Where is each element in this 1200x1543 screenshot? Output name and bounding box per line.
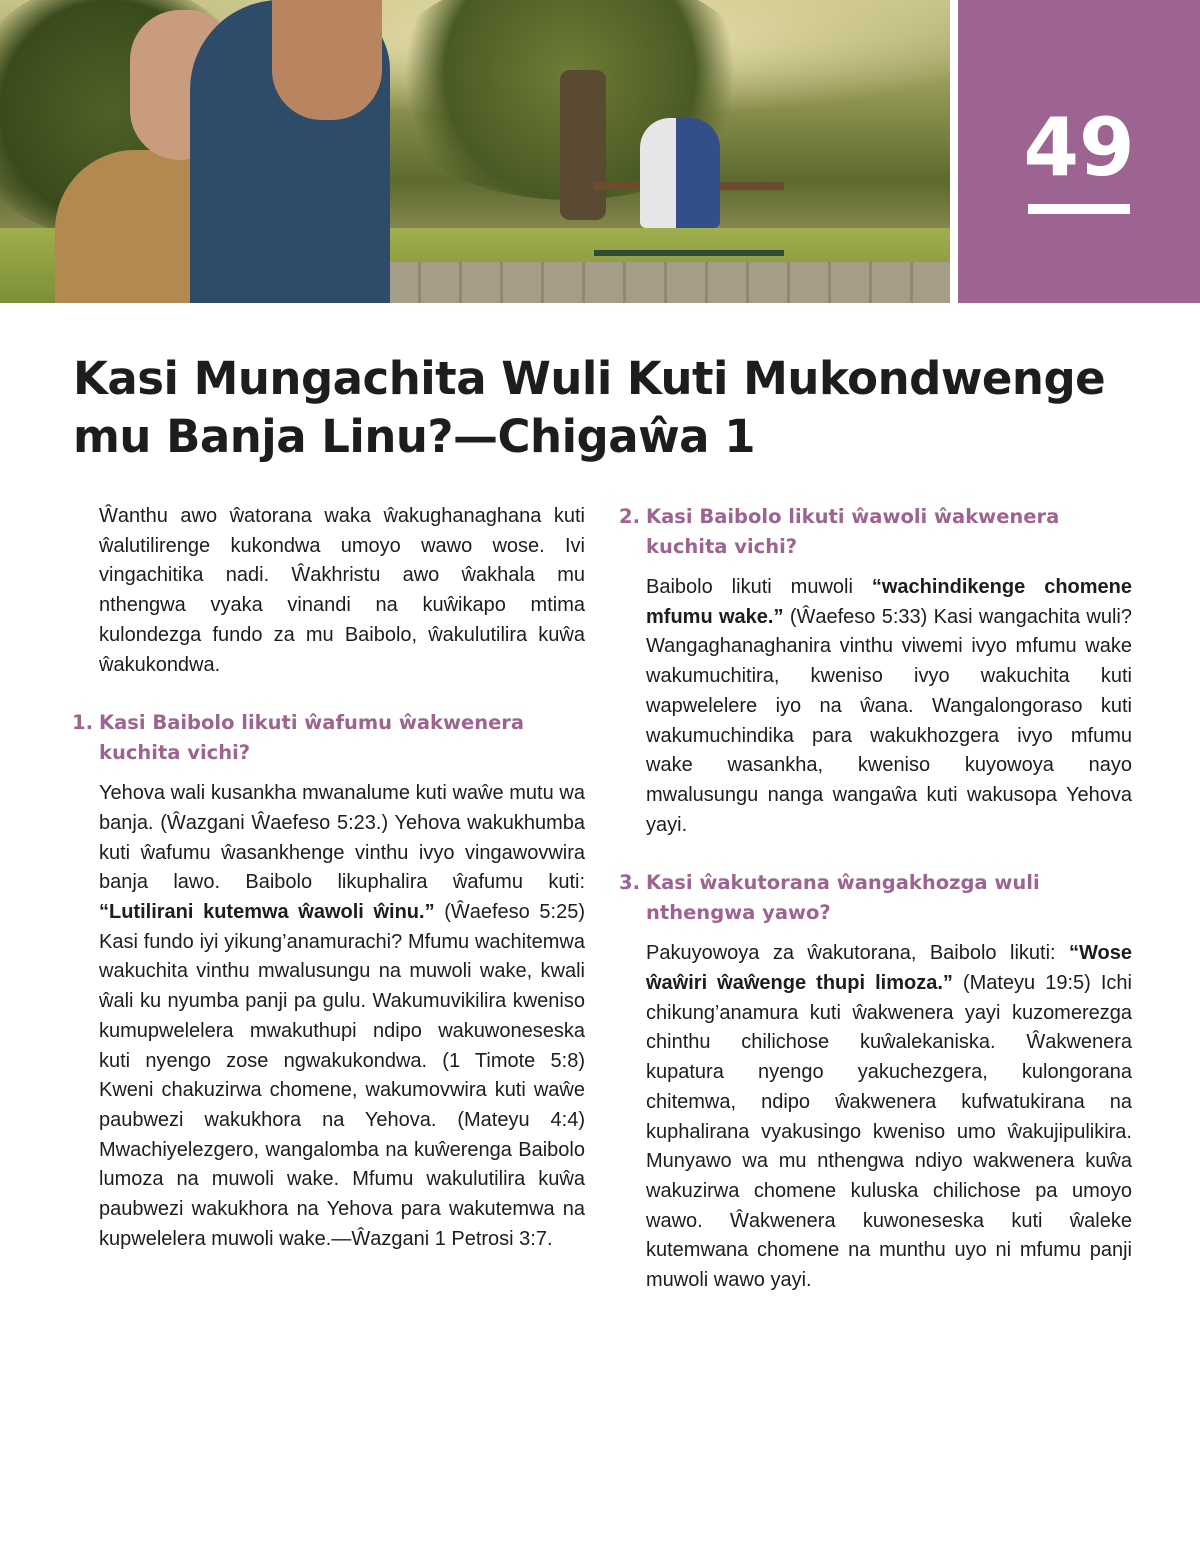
answer-3-quote: “Wose ŵaŵiri ŵaŵenge thupi limoza.” bbox=[646, 942, 1132, 995]
question-2-number: 2. bbox=[619, 505, 640, 528]
answer-1-text-a: Yehova wali kusankha mwanalume kuti waŵe mutu wa banja. (Ŵazgani Ŵaefeso 5:23.) Yehova wakukhumba kuti ŵafumu ŵasankhenge vinthu ivyo vingawovwira banja lawo. Baibolo likuphalira ŵafumu kuti: bbox=[99, 782, 585, 894]
header-photo bbox=[0, 0, 950, 303]
lesson-number: 49 bbox=[1023, 101, 1135, 194]
answer-1-quote: “Lutilirani kutemwa ŵawoli ŵinu.” bbox=[99, 901, 435, 924]
answer-2 bbox=[646, 573, 1132, 840]
answer-1 bbox=[99, 779, 585, 1254]
question-2-text: Kasi Baibolo likuti ŵawoli ŵakwenera kuchita vichi? bbox=[646, 505, 1060, 558]
answer-2-quote: “wachindikenge chomene mfumu wake.” bbox=[646, 576, 1132, 628]
lesson-number-underline bbox=[1028, 204, 1130, 214]
page-title-line-1: Kasi Mungachita Wuli Kuti Mukondwenge bbox=[73, 352, 1106, 405]
question-2 bbox=[619, 502, 1132, 561]
answer-3-text-a: Pakuyowoya za ŵakutorana, Baibolo likuti: bbox=[646, 942, 1070, 965]
answer-1-text-b: (Ŵaefeso 5:25) Kasi fundo iyi yikung’anamurachi? Mfumu wachitemwa wakuchita vinthu mwalusungu na muwoli wake, kwali ŵali ku nyumba panji pa gulu. Wakumuvikilira kweniso kumupwelelera mwakuthupi ndipo wakuwoneseska kuti nyengo zose ngwakukondwa. (1 Timote 5:8) Kweni chakuzirwa chomene, wakumovwira kuti waŵe paubwezi wakukhora na Yehova. (Mateyu 4:4) Mwachiyelezgero, wangalomba na kuŵerenga Baibolo lumoza na muwoli wake. Mfumu wakulutilira kuŵa paubwezi wakukhora na Yehova para wakutemwa na kupwelelera muwoli wake.—Ŵazgani 1 Petrosi 3:7. bbox=[99, 901, 585, 1250]
question-3-text: Kasi ŵakutorana ŵangakhozga wuli nthengwa yawo? bbox=[646, 871, 1040, 924]
page-title-line-2: mu Banja Linu?—Chigaŵa 1 bbox=[73, 410, 756, 463]
question-1-number: 1. bbox=[72, 711, 93, 735]
left-column bbox=[72, 502, 585, 1282]
answer-3 bbox=[646, 939, 1132, 1295]
stone-wall bbox=[380, 262, 950, 303]
right-column bbox=[619, 502, 1132, 1324]
question-1 bbox=[72, 708, 585, 767]
answer-2-text-a: Baibolo likuti muwoli bbox=[646, 576, 872, 598]
answer-3-text-b: (Mateyu 19:5) Ichi chikung’anamura kuti ŵakwenera yayi kuzomerezga chinthu chilichose kuŵalekaniska. Ŵakwenera kupatura nyengo yakuchezgera, kulongorana chitemwa, ndipo ŵakwenera kufwatukirana na kuphalirana vyakusingo kweniso umo ŵakujipulikira. Munyawo wa mu nthengwa ndiyo wakwenera kuŵa wakuzirwa chomene kuluska chilichose pa umoyo wawo. Ŵakwenera kuwoneseska kuti ŵaleke kutemwana chomene na munthu uyo ni mfumu panji muwoli wawo yayi. bbox=[646, 972, 1132, 1292]
question-3-number: 3. bbox=[619, 871, 640, 895]
page-title bbox=[73, 350, 1153, 466]
question-1-text: Kasi Baibolo likuti ŵafumu ŵakwenera kuchita vichi? bbox=[99, 711, 525, 764]
lesson-number-box bbox=[958, 0, 1200, 303]
answer-2-text-b: (Ŵaefeso 5:33) Kasi wangachita wuli? Wangaghanaghanira vinthu viwemi ivyo mfumu wake wakumuchitira, kweniso ivyo wakuchita kuti wapwelelere iyo na ŵana. Wangalongoraso kuti wakumuchindika para wakukhozgera ivyo mfumu wake wasankha, kweniso kuyowoya nayo mwalusungu nanga wangaŵa kuti wakusopa Yehova yayi. bbox=[646, 605, 1132, 836]
elderly-couple bbox=[640, 118, 720, 228]
intro-paragraph: Ŵanthu awo ŵatorana waka ŵakughanaghana kuti ŵalutilirenge kukondwa umoyo wawo wose. Ivi vingachitika nadi. Ŵakhristu awo ŵakhala mu nthengwa vyaka vinandi na kuŵikapo mtima kulondezga fundo za mu Baibolo, ŵakulutilira kuŵa ŵakukondwa. bbox=[99, 505, 585, 676]
question-3 bbox=[619, 868, 1132, 927]
young-man-head bbox=[272, 0, 382, 120]
